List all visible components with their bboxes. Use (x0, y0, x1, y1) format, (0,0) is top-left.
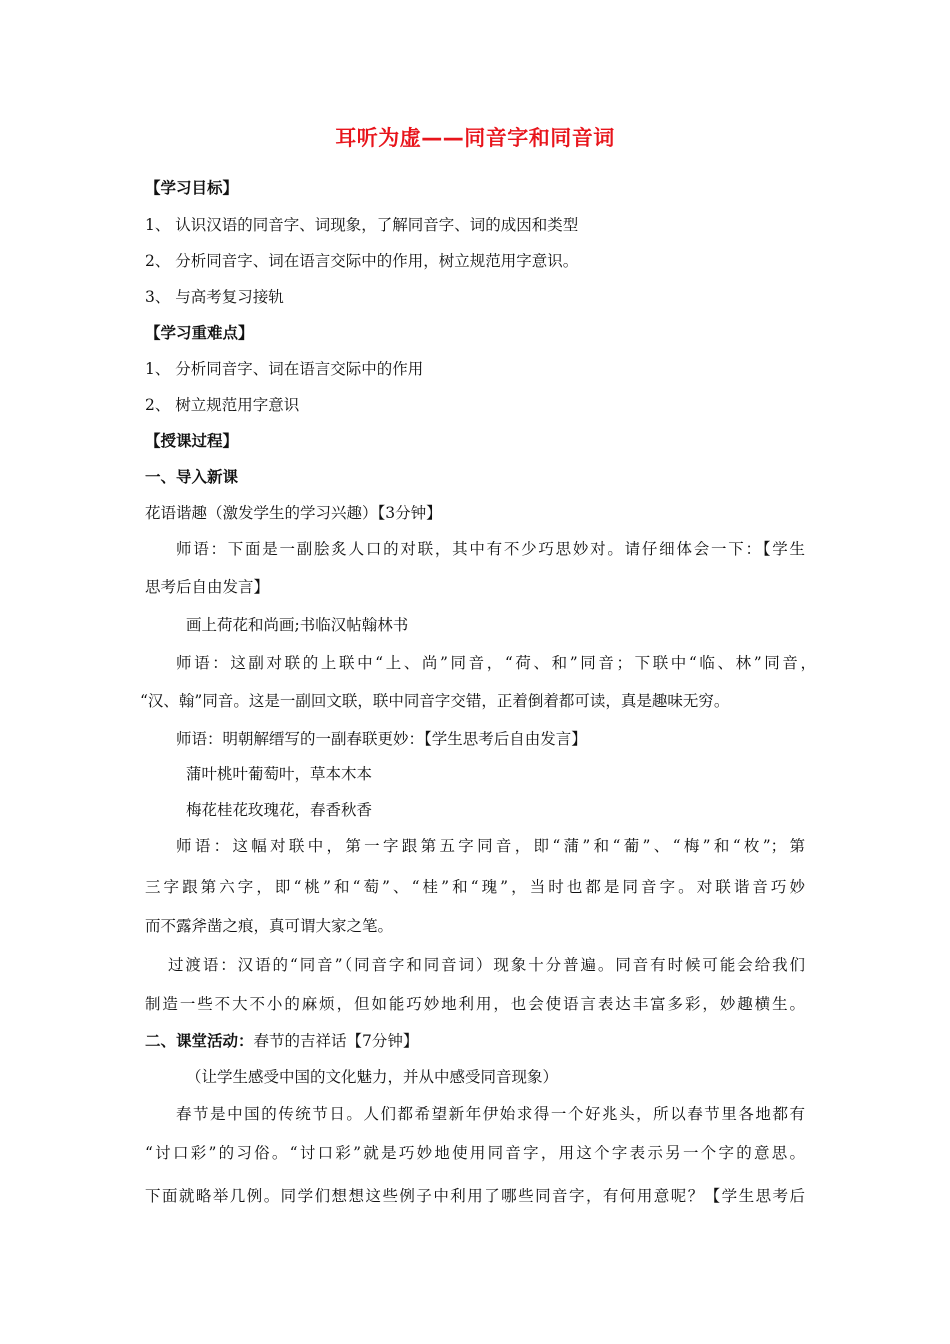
section1-paragraph-line: 思考后自由发言】 (145, 578, 270, 596)
goals-heading: 【学习目标】 (145, 179, 239, 197)
section1-subheading: 花语谐趣（激发学生的学习兴趣）【3分钟】 (145, 504, 442, 522)
keypoint-item-1: 1、 分析同音字、词在语言交际中的作用 (145, 360, 424, 378)
couplet-2-lower: 梅花桂花玫瑰花，春香秋香 (186, 801, 373, 819)
section2-heading-topic: 春节的吉祥话【7分钟】 (253, 1032, 419, 1050)
couplet-1: 画上荷花和尚画;书临汉帖翰林书 (186, 616, 409, 634)
section2-note: （让学生感受中国的文化魅力，并从中感受同音现象） (186, 1068, 559, 1086)
keypoints-heading: 【学习重难点】 (145, 324, 254, 342)
couplet-2-upper: 蒲叶桃叶葡萄叶，草本木本 (186, 765, 373, 783)
section1-paragraph-line: 三字跟第六字，即“桃”和“萄”、“桂”和“瑰”，当时也都是同音字。对联谐音巧妙 (145, 878, 805, 896)
section1-paragraph-line: 师语：下面是一副脍炙人口的对联，其中有不少巧思妙对。请仔细体会一下：【学生 (176, 540, 805, 558)
section2-paragraph-line: “讨口彩”的习俗。“讨口彩”就是巧妙地使用同音字，用这个字表示另一个字的意思。 (145, 1144, 805, 1162)
section1-paragraph-line: 师语：明朝解缙写的一副春联更妙：【学生思考后自由发言】 (176, 730, 587, 748)
document-title: 耳听为虚——同音字和同音词 (335, 126, 615, 150)
section1-paragraph-line: “汉、翰”同音。这是一副回文联，联中同音字交错，正着倒着都可读，真是趣味无穷。 (140, 692, 730, 710)
transition-line: 制造一些不大不小的麻烦，但如能巧妙地利用，也会使语言表达丰富多彩，妙趣横生。 (145, 995, 805, 1013)
section1-heading: 一、导入新课 (145, 468, 239, 486)
goal-item-1: 1、 认识汉语的同音字、词现象，了解同音字、词的成因和类型 (145, 216, 579, 234)
section2-heading-label: 二、课堂活动： (145, 1032, 254, 1050)
goal-item-2: 2、 分析同音字、词在语言交际中的作用，树立规范用字意识。 (145, 252, 579, 270)
process-heading: 【授课过程】 (145, 432, 239, 450)
section2-heading (145, 1029, 418, 1051)
section2-paragraph-line: 春节是中国的传统节日。人们都希望新年伊始求得一个好兆头，所以春节里各地都有 (176, 1105, 805, 1123)
transition-line: 过渡语：汉语的“同音”（同音字和同音词）现象十分普遍。同音有时候可能会给我们 (168, 956, 805, 974)
goal-item-3: 3、 与高考复习接轨 (145, 288, 284, 306)
section1-paragraph-line: 师语：这副对联的上联中“上、尚”同音，“荷、和”同音；下联中“临、林”同音， (176, 654, 816, 672)
section1-paragraph-line: 而不露斧凿之痕，真可谓大家之笔。 (145, 917, 394, 935)
section2-paragraph-line: 下面就略举几例。同学们想想这些例子中利用了哪些同音字，有何用意呢？【学生思考后 (145, 1187, 805, 1205)
section1-paragraph-line: 师语：这幅对联中，第一字跟第五字同音，即“蒲”和“葡”、“梅”和“枚”；第 (176, 837, 805, 855)
keypoint-item-2: 2、 树立规范用字意识 (145, 396, 300, 414)
